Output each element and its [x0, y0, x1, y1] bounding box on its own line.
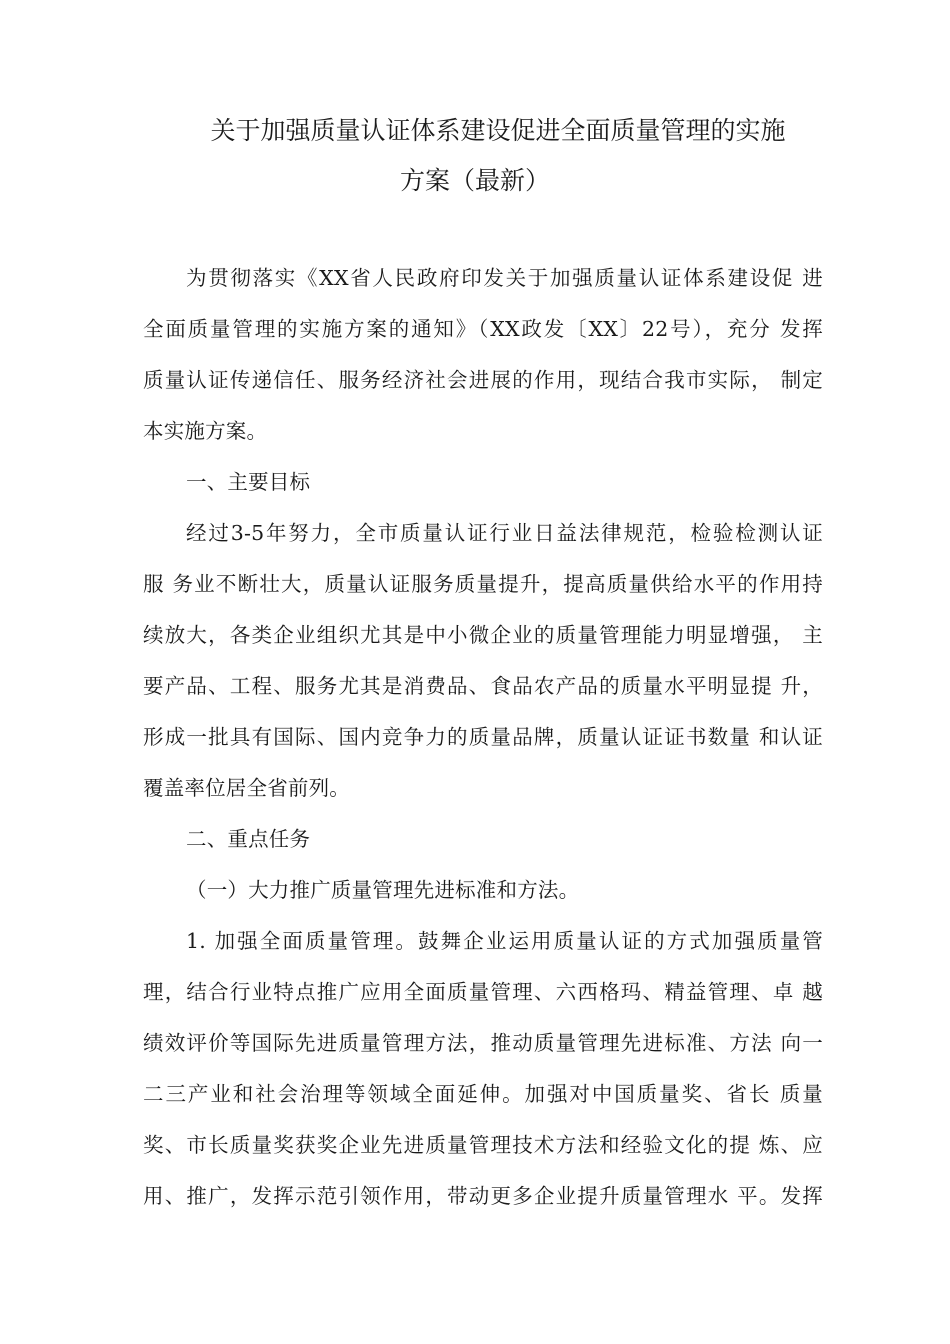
heading-text: （一）大力推广质量管理先进标准和方法。	[186, 878, 580, 902]
paragraph-line: 全面质量管理的实施方案的通知》（XX政发〔XX〕22号），充分 发挥	[143, 317, 823, 341]
paragraph-line: 二三产业和社会治理等领域全面延伸。加强对中国质量奖、省长 质量	[143, 1082, 823, 1106]
paragraph-line: 为贯彻落实《XX省人民政府印发关于加强质量认证体系建设促 进	[186, 266, 823, 290]
document-body	[143, 263, 823, 1232]
paragraph-line: 形成一批具有国际、国内竞争力的质量品牌，质量认证证书数量 和认证	[143, 725, 823, 749]
section-heading-1	[143, 467, 823, 518]
paragraph-line: 续放大，各类企业组织尤其是中小微企业的质量管理能力明显增强， 主	[143, 623, 823, 647]
subsection-heading-1	[143, 875, 823, 926]
paragraph-line: 覆盖率位居全省前列。	[143, 776, 350, 800]
paragraph-line: 1. 加强全面质量管理。鼓舞企业运用质量认证的方式加强质量管	[186, 929, 823, 953]
paragraph-line: 用、推广，发挥示范引领作用，带动更多企业提升质量管理水 平。发挥	[143, 1184, 823, 1208]
paragraph-line: 质量认证传递信任、服务经济社会进展的作用，现结合我市实际， 制定	[143, 368, 823, 392]
document-title-line-1: 关于加强质量认证体系建设促进全面质量管理的实施	[210, 116, 786, 145]
paragraph-line: 理，结合行业特点推广应用全面质量管理、六西格玛、精益管理、卓 越	[143, 980, 823, 1004]
intro-paragraph	[143, 263, 823, 467]
section-heading-2	[143, 824, 823, 875]
paragraph-line: 要产品、工程、服务尤其是消费品、食品农产品的质量水平明显提 升，	[143, 674, 823, 698]
document-title-line-2: 方案（最新）	[399, 166, 550, 195]
heading-text: 二、重点任务	[186, 827, 311, 851]
paragraph-line: 绩效评价等国际先进质量管理方法，推动质量管理先进标准、方法 向一	[143, 1031, 823, 1055]
paragraph-line: 本实施方案。	[143, 419, 268, 443]
paragraph-line: 经过3-5年努力，全市质量认证行业日益法律规范，检验检测认证	[186, 521, 823, 545]
goals-paragraph	[143, 518, 823, 824]
paragraph-line: 服 务业不断壮大，质量认证服务质量提升，提高质量供给水平的作用持	[143, 572, 823, 596]
task-1-paragraph	[143, 926, 823, 1232]
paragraph-line: 奖、市长质量奖获奖企业先进质量管理技术方法和经验文化的提 炼、应	[143, 1133, 823, 1157]
heading-text: 一、主要目标	[186, 470, 311, 494]
